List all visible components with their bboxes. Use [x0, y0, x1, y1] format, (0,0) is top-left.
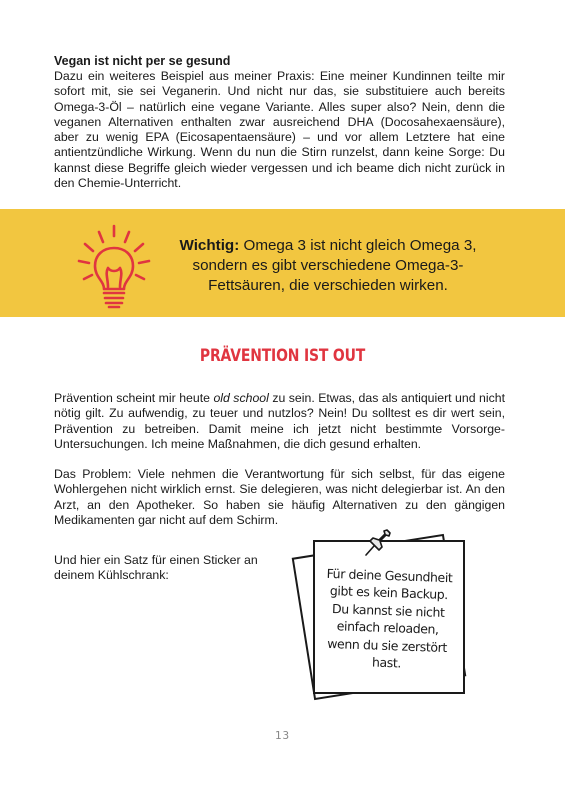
section-heading: PRÄVENTION IST OUT	[199, 346, 366, 366]
section-subheading: Vegan ist nicht per se gesund	[54, 54, 231, 68]
intro-section	[54, 54, 505, 191]
intro-paragraph: Dazu ein weiteres Beispiel aus meiner Praxis: Eine meiner Kundinnen teilte mir sofort mit, sie sei Veganerin. Und nicht nur das, sie substituiere auch bereits Omega-3-Öl – natürlich eine vegane Variante. Alles super also? Nein, denn die veganen Alternativen enthalten zwar ausreichend DHA (Docosahexaensäure), aber zu wenig EPA (Eicosapentaensäure) – und vor allem Letztere hat eine antientzündliche Wirkung. Wenn du nun die Stirn runzelst, dann keine Sorge: Du kannst diese Begriffe gleich wieder vergessen und ich beame dich nicht zurück in den Chemie-Unterricht.	[54, 69, 505, 191]
important-banner	[0, 209, 565, 317]
pushpin-icon	[360, 524, 396, 560]
p1-text-end: zu sein. Etwas, das als antiquiert und nicht nötig gilt. Zu aufwendig, zu teuer und nutzlos? Nein! Du solltest es dir wert sein, Prävention zu betreiben. Damit meine ich jetzt nicht bestimmte Vorsorge-Untersuchungen. Ich meine Maßnahmen, die dich gesund erhalten.	[54, 391, 506, 451]
sticker-lead-text: Und hier ein Satz für einen Sticker an deinem Kühlschrank:	[54, 553, 258, 583]
page-number: 13	[274, 729, 291, 742]
important-label: Wichtig:	[179, 237, 240, 254]
important-note	[168, 236, 488, 296]
prevention-section	[54, 391, 505, 528]
p1-emphasis: old school	[213, 391, 269, 405]
sticky-note-text: Für deine Gesundheit gibt es kein Backup. Du kannst sie nicht einfach reloaden, wenn du sie zerstört hast.	[326, 565, 453, 671]
important-text: Omega 3 ist nicht gleich Omega 3, sondern es gibt verschiedene Omega-3-Fettsäuren, die verschieden wirken.	[192, 237, 477, 294]
prevention-paragraph-2: Das Problem: Viele nehmen die Verantwortung für sich selbst, für das eigene Wohlergehen nicht wirklich ernst. Sie delegieren, was nicht delegierbar ist. An den Arzt, an den Apotheker. So haben sie häufig Alternativen zu den gängigen Medikamenten gar nicht auf dem Schirm.	[54, 467, 505, 528]
p1-text-start: Prävention scheint mir heute	[54, 391, 214, 405]
lightbulb-icon	[72, 223, 156, 313]
prevention-paragraph-1	[54, 391, 505, 452]
